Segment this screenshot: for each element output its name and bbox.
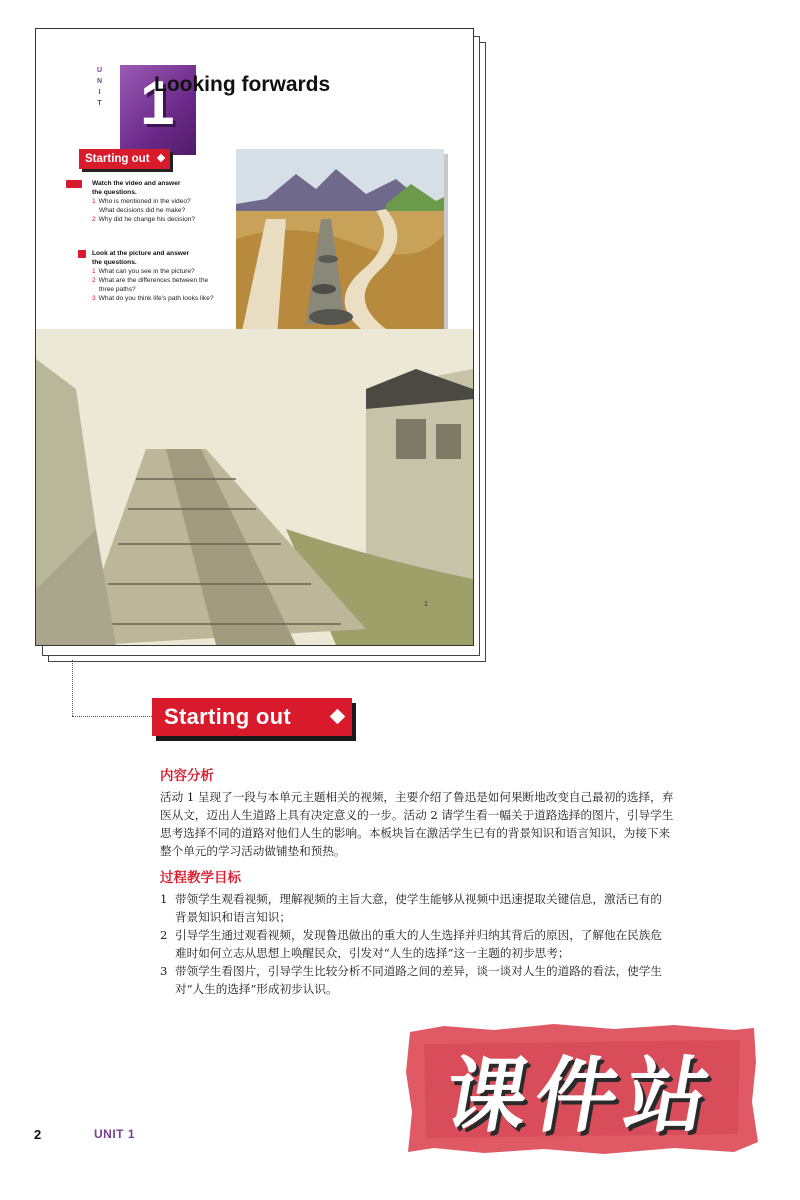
- diamond-icon: [156, 154, 164, 162]
- activity-question: What decisions did he make?: [99, 207, 186, 214]
- activity-question: 3 What do you think life's path looks like?: [92, 295, 214, 302]
- activity-question: 1 Who is mentioned in the video?: [92, 198, 191, 205]
- paragraph-line: 活动 1 呈现了一段与本单元主题相关的视频，主要介绍了鲁迅是如何果断地改变自己最初的选择，弃: [160, 790, 674, 804]
- unit-letter: N: [96, 78, 104, 85]
- unit-letter: U: [96, 67, 104, 74]
- connector-line-vertical: [72, 660, 73, 716]
- activity-2: [66, 249, 214, 303]
- goals-list: [160, 890, 752, 998]
- list-item: 1 带领学生观看视频，理解视频的主旨大意，使学生能够从视频中迅速提取关键信息，激活已有的 背景知识和语言知识；: [160, 892, 662, 924]
- activity-question: 2 What are the differences between the: [92, 277, 209, 284]
- content-analysis-section: [160, 764, 752, 860]
- unit-number: 1: [140, 69, 175, 138]
- watermark-stamp: [404, 1022, 760, 1156]
- section-banner: [152, 698, 352, 736]
- activity-question: 1 What can you see in the picture?: [92, 268, 195, 275]
- diamond-icon: [330, 709, 346, 725]
- thumbnail-page-number: 1: [424, 601, 428, 608]
- bridge-illustration: [36, 329, 473, 645]
- section-heading: 内容分析: [160, 768, 214, 783]
- section-banner-label: Starting out: [164, 704, 292, 729]
- activity-heading: Look at the picture and answer: [92, 250, 190, 257]
- video-icon: [66, 180, 82, 188]
- activity-heading: Watch the video and answer: [92, 180, 181, 187]
- unit-label: UNIT 1: [94, 1127, 136, 1141]
- thumbnail-banner-label: Starting out: [85, 153, 150, 165]
- unit-vertical-label: [88, 67, 112, 107]
- paragraph-line: 整个单元的学习活动做铺垫和预热。: [160, 844, 346, 858]
- connector-line-horizontal: [72, 716, 152, 717]
- activity-number-icon: [78, 250, 86, 258]
- activity-question: 2 Why did he change his decision?: [92, 216, 196, 223]
- list-item: 3 带领学生看图片，引导学生比较分析不同道路之间的差异，谈一谈对人生的道路的看法，使学生 对“人生的选择”形成初步认识。: [160, 964, 662, 996]
- unit-letter: T: [97, 100, 103, 107]
- paragraph-line: 医从文，迈出人生道路上具有决定意义的一步。活动 2 请学生看一幅关于道路选择的图片，引导学生: [160, 808, 674, 822]
- thumbnail-section-banner: [79, 149, 170, 169]
- teaching-goals-section: [160, 866, 752, 998]
- textbook-page-thumbnail: [35, 28, 474, 646]
- activity-1: [66, 179, 195, 224]
- page-number: 2: [34, 1127, 42, 1142]
- stone-bridge-illustration: [36, 329, 473, 645]
- unit-title: Looking forwards: [154, 73, 331, 96]
- list-item: 2 引导学生通过观看视频，发现鲁迅做出的重大的人生选择并归纳其背后的原因，了解他在民族危 难时如何立志从思想上唤醒民众，引发对“人生的选择”这一主题的初步思考；: [160, 928, 662, 960]
- activity-heading: the questions.: [92, 259, 137, 266]
- activity-question: three paths?: [99, 286, 136, 293]
- section-heading: 过程教学目标: [160, 870, 241, 885]
- activity-heading: the questions.: [92, 189, 137, 196]
- unit-letter: I: [98, 89, 102, 96]
- watermark-text: 课件站: [437, 1048, 725, 1144]
- paragraph-line: 思考选择不同的道路对他们人生的影响。本板块旨在激活学生已有的背景知识和语言知识，为接下来: [160, 826, 671, 840]
